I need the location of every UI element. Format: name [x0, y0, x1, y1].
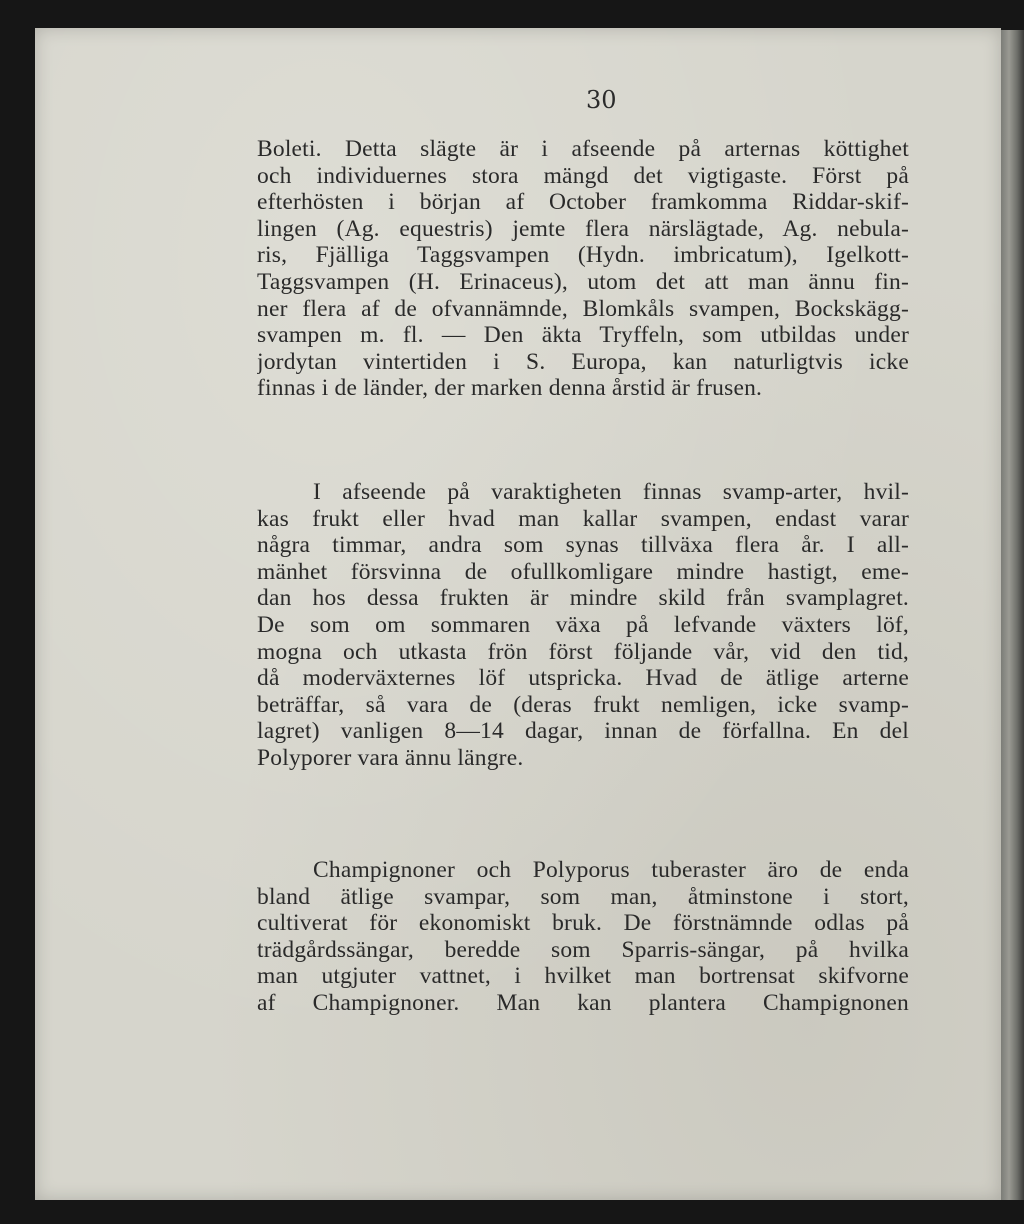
text-line: då moderväxternes löf utspricka. Hvad de ätlige arterne	[257, 665, 909, 692]
text-line: trädgårdssängar, beredde som Sparris-sängar, på hvilka	[257, 936, 909, 963]
text-line: Polyporer vara ännu längre.	[257, 744, 524, 771]
next-page-edge	[1001, 30, 1024, 1200]
text-line: cultiverat för ekonomiskt bruk. De förstnämnde odlas på	[257, 910, 909, 937]
text-line: ner flera af de ofvannämnde, Blomkåls svampen, Bockskägg-	[257, 295, 909, 322]
text-line: De som om sommaren växa på lefvande växters löf,	[257, 611, 909, 638]
text-line: I afseende på varaktigheten finnas svamp-arter, hvil-	[313, 479, 909, 505]
text-line: och individuernes stora mängd det vigtigaste. Först på	[257, 162, 909, 189]
text-line: beträffar, så vara de (deras frukt nemligen, icke svamp-	[257, 691, 909, 718]
paragraph-champignoner	[257, 857, 909, 1017]
text-line: Boleti. Detta slägte är i afseende på arternas köttighet	[257, 136, 909, 162]
text-line: ris, Fjälliga Taggsvampen (Hydn. imbricatum), Igelkott-	[257, 242, 909, 269]
page-number: 30	[586, 86, 617, 114]
text-line: dan hos dessa frukten är mindre skild från svamplagret.	[257, 585, 909, 612]
text-line: mänhet försvinna de ofullkomligare mindre hastigt, eme-	[257, 558, 909, 585]
text-line: svampen m. fl. — Den äkta Tryffeln, som utbildas under	[257, 322, 909, 349]
text-line: finnas i de länder, der marken denna årstid är frusen.	[257, 375, 763, 402]
text-line: lagret) vanligen 8—14 dagar, innan de förfallna. En del	[257, 718, 909, 745]
paragraph-varaktighet	[257, 479, 909, 772]
text-line: man utgjuter vattnet, i hvilket man bortrensat skifvorne	[257, 963, 909, 990]
text-line: kas frukt eller hvad man kallar svampen, endast varar	[257, 505, 909, 532]
text-line: lingen (Ag. equestris) jemte flera närslägtade, Ag. nebula-	[257, 215, 909, 242]
text-line: jordytan vintertiden i S. Europa, kan naturligtvis icke	[257, 348, 909, 375]
text-line: bland ätlige svampar, som man, åtminstone i stort,	[257, 883, 909, 910]
paragraph-boleti	[257, 136, 909, 402]
text-line: Champignoner och Polyporus tuberaster äro de enda	[313, 857, 909, 883]
text-line: några timmar, andra som synas tillväxa flera år. I all-	[257, 532, 909, 559]
text-line: efterhösten i början af October framkomma Riddar-skif-	[257, 189, 909, 216]
text-line: mogna och utkasta frön först följande vår, vid den tid,	[257, 638, 909, 665]
text-line: af Champignoner. Man kan plantera Champignonen	[257, 989, 909, 1016]
text-line: Taggsvampen (H. Erinaceus), utom det att man ännu fin-	[257, 268, 909, 295]
